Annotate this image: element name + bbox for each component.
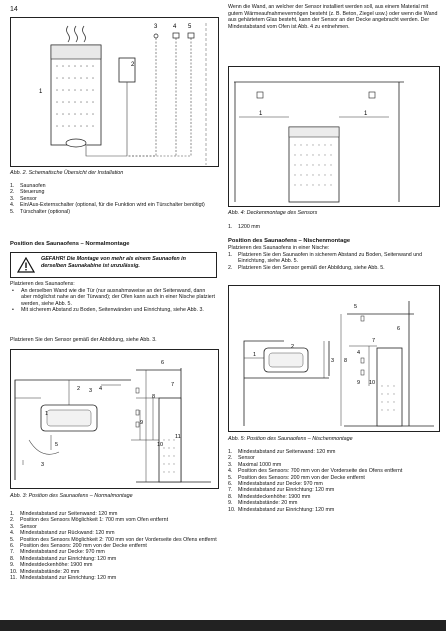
fig4-caption: Abb. 4: Deckenmontage des Sensors [228, 210, 318, 216]
legend-item: 1. Mindestabstand zur Seitenwand: 120 mm [228, 449, 336, 455]
niche-intro: Platzieren des Saunaofens in einer Nische: [228, 245, 330, 251]
fig4-legend [228, 224, 438, 230]
normal-mount-diagram [11, 350, 218, 488]
callout-4: 4 [173, 24, 177, 30]
section-heading: Position des Saunaofens – Normalmontage [10, 241, 130, 247]
legend-item: 6. Position des Sensors: 200 mm von der Decke entfernt [10, 543, 147, 550]
section-heading: Position des Saunaofens – Nischenmontage [228, 238, 351, 244]
fig5-legend [228, 449, 438, 513]
callout-1-right: 1 [364, 111, 368, 117]
callout-1: 1 [45, 411, 49, 417]
callout-10: 10 [157, 442, 164, 448]
legend-item: 3. Maximal 1000 mm [228, 461, 282, 468]
legend-item: 2. Steuerung [10, 189, 45, 196]
bullet-item: • Mit sicherem Abstand zu Boden, Seitenwänden und Einrichtung, siehe Abb. 3. [12, 307, 204, 314]
legend-item: 8. Mindestdeckenhöhe: 1900 mm [228, 493, 311, 500]
sensor-placement-text: Platzieren Sie den Sensor gemäß der Abbildung, siehe Abb. 3. [10, 337, 157, 343]
callout-5: 5 [188, 24, 192, 30]
legend-item: 2. Position des Sensors Möglichkeit 1: 700 mm vom Ofen entfernt [10, 517, 169, 524]
legend-item: 4. Ein/Aus-Externschalter (optional, für die Funktion wird ein Türschalter benötigt) [10, 202, 205, 209]
warning-text: GEFAHR! Die Montage von mehr als einem Saunaofen in derselben Saunakabine ist unzulässig. [41, 256, 186, 269]
callout-1: 1 [253, 352, 257, 358]
legend-item: 2. Sensor [228, 455, 255, 462]
legend-item: 7. Mindestabstand zur Decke: 970 mm [10, 549, 105, 556]
ceiling-mount-intro: Wenn die Wand, an welcher der Sensor installiert werden soll, aus einem Material mit gutem Wärmeaufnahmevermögen besteht (z. B. Beton, Ziegel usw.) oder wenn die Wand aus gehärtetem Glas besteht, kann der Sensor an der Decke angebracht werden. Der Mindestabstand vom Ofen ist Abb. 4 zu entnehmen. [228, 4, 438, 30]
callout-2: 2 [77, 386, 81, 392]
placement-bullets [12, 288, 215, 314]
fig5-caption: Abb. 5: Position des Saunaofens – Nischenmontage [228, 436, 353, 442]
callout-2: 2 [291, 344, 295, 350]
callout-3-sensor: 3 [41, 462, 45, 468]
legend-item: 8. Mindestabstand zur Einrichtung: 120 mm [10, 555, 117, 562]
legend-item: 5. Position des Sensors: 200 mm von der Decke entfernt [228, 474, 365, 481]
legend-item: 3. Sensor [10, 195, 37, 202]
legend-item: 5. Türschalter (optional) [10, 208, 71, 215]
step-item: 1. Platzieren Sie den Saunaofen in sicherem Abstand zu Boden, Seitenwand und Einrichtung, siehe Abb. 5. [228, 252, 423, 265]
callout-3: 3 [331, 358, 335, 364]
legend-item: 6. Mindestabstand zur Decke: 970 mm [228, 481, 323, 488]
legend-item: 4. Mindestabstand zur Rückwand: 120 mm [10, 530, 115, 537]
bullet-item: • An derselben Wand wie die Tür (nur ausnahmsweise an der Seitenwand, dann aber möglichst nahe an der Türwand); der Ofen kann auch in einer Nische platziert werden, siehe Abb. 5. [12, 288, 215, 307]
fig2-caption: Abb. 2. Schematische Übersicht der Installation [10, 170, 124, 176]
callout-5: 5 [354, 304, 358, 310]
callout-7: 7 [372, 338, 376, 344]
legend-item: 9. Mindestabstände: 20 mm [228, 500, 298, 507]
legend-item: 10. Mindestabstände: 20 mm [10, 568, 80, 575]
callout-4: 4 [99, 386, 103, 392]
legend-item: 11. Mindestabstand zur Einrichtung: 120 mm [10, 575, 117, 582]
legend-item: 7. Mindestabstand zur Einrichtung: 120 mm [228, 487, 335, 494]
fig3-legend [10, 511, 217, 581]
niche-steps [228, 252, 438, 271]
installation-diagram [11, 18, 218, 166]
legend-item: 10. Mindestabstand zur Einrichtung: 120 mm [228, 506, 335, 513]
legend-item: 1. Mindestabstand zur Seitenwand: 120 mm [10, 511, 118, 517]
callout-3: 3 [154, 24, 158, 30]
callout-5: 5 [55, 442, 59, 448]
page-number: 14 [10, 6, 18, 13]
callout-11: 11 [175, 434, 181, 440]
callout-6: 6 [397, 326, 401, 332]
figure-5 [228, 285, 440, 432]
callout-9: 9 [357, 380, 361, 386]
legend-item: 9. Mindestdeckenhöhe: 1900 mm [10, 562, 93, 569]
legend-item: 5. Position des Sensors Möglichkeit 2: 700 mm von der Vorderseite des Ofens entfernt [10, 536, 217, 543]
figure-3 [10, 349, 219, 489]
danger-warning-box [10, 252, 217, 278]
callout-2: 2 [131, 62, 135, 68]
step-item: 2. Platzieren Sie den Sensor gemäß der Abbildung, siehe Abb. 5. [228, 264, 385, 271]
callout-8: 8 [152, 394, 156, 400]
callout-6: 6 [161, 360, 165, 366]
figure-2 [10, 17, 219, 167]
legend-item: 4. Position des Sensors: 700 mm von der Vorderseite des Ofens entfernt [228, 468, 403, 475]
legend-item: 1. 1200 mm [228, 224, 261, 230]
callout-4: 4 [357, 350, 361, 356]
callout-3: 3 [89, 388, 93, 394]
callout-8: 8 [344, 358, 348, 364]
callout-7: 7 [171, 382, 175, 388]
legend-item: 1. Saunaofen [10, 183, 46, 189]
callout-10: 10 [369, 380, 376, 386]
warning-triangle-icon [17, 257, 35, 273]
placement-intro: Platzieren des Saunaofens: [10, 281, 75, 287]
callout-1: 1 [39, 89, 43, 95]
ceiling-mount-diagram [229, 67, 439, 206]
callout-9: 9 [140, 420, 144, 426]
figure-4 [228, 66, 440, 207]
page-footer-bar [0, 620, 446, 631]
legend-item: 3. Sensor [10, 523, 37, 530]
fig3-caption: Abb. 3: Position des Saunaofens – Normalmontage [10, 493, 133, 499]
niche-mount-diagram [229, 286, 439, 431]
callout-1-left: 1 [259, 111, 263, 117]
fig2-legend [10, 183, 217, 215]
